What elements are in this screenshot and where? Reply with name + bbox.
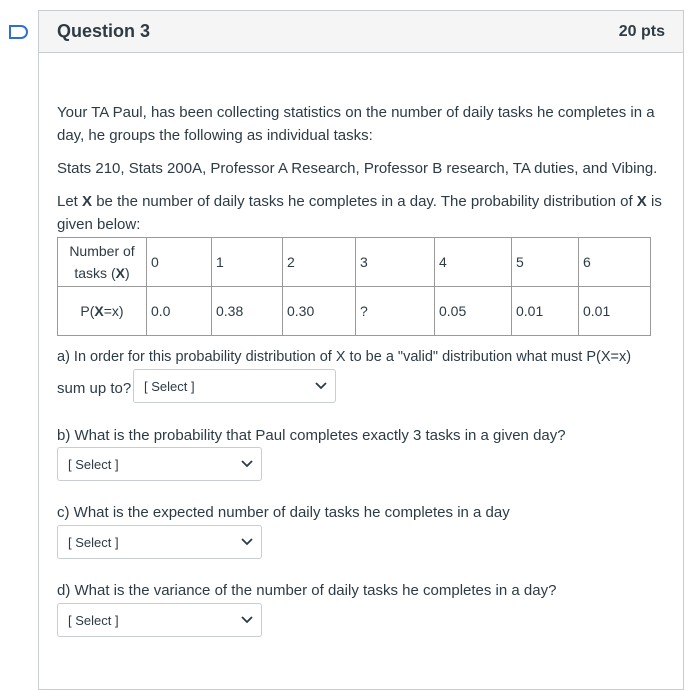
table-cell: 0.30 [283,287,356,336]
answer-b-select[interactable] [57,447,262,481]
answer-c-select[interactable] [57,525,262,559]
table-cell: 0.01 [579,287,651,336]
answer-a-select-value: [ Select ] [144,378,195,394]
question-a-text: a) In order for this probability distribution of X to be a "valid" distribution what must P(X=x) [57,349,632,365]
table-cell: 4 [435,238,512,287]
table-cell: 1 [212,238,283,287]
row-header-probability: P(X=x) [58,287,147,336]
table-cell: 0.05 [435,287,512,336]
table-cell: 0.01 [512,287,579,336]
table-cell: 0.0 [147,287,212,336]
table-row [58,238,651,287]
intro-paragraph-3: Let X be the number of daily tasks he completes in a day. The probability distribution of X is given below: [57,193,662,233]
table-cell: 0 [147,238,212,287]
question-points: 20 pts [618,22,665,40]
table-cell: 6 [579,238,651,287]
answer-d-select[interactable] [57,603,262,637]
table-row [58,287,651,336]
table-cell: 5 [512,238,579,287]
table-cell: 2 [283,238,356,287]
question-title: Question 3 [57,21,151,41]
chevron-down-icon [241,616,253,624]
table-cell: 3 [356,238,435,287]
intro-paragraph-1: Your TA Paul, has been collecting statistics on the number of daily tasks he completes in a day, he groups the following as individual tasks: [57,104,655,144]
table-cell: 0.38 [212,287,283,336]
answer-b-select-value: [ Select ] [68,456,119,472]
answer-c-select-value: [ Select ] [68,534,119,550]
question-header [39,11,683,53]
answer-d-select-value: [ Select ] [68,612,119,628]
question-a-text-cont: sum up to? [57,380,132,397]
answer-a-select[interactable] [133,369,336,403]
question-d-text: d) What is the variance of the number of daily tasks he completes in a day? [57,582,557,599]
row-header-tasks: Number of tasks (X) [58,238,147,287]
intro-paragraph-2: Stats 210, Stats 200A, Professor A Research, Professor B research, TA duties, and Vibing. [57,160,658,177]
flag-question-icon[interactable] [8,24,30,40]
chevron-down-icon [315,382,327,390]
chevron-down-icon [241,538,253,546]
question-c-text: c) What is the expected number of daily tasks he completes in a day [57,504,510,521]
question-card [38,10,684,690]
chevron-down-icon [241,460,253,468]
table-cell: ? [356,287,435,336]
question-b-text: b) What is the probability that Paul completes exactly 3 tasks in a given day? [57,427,566,444]
probability-distribution-table [57,237,651,336]
